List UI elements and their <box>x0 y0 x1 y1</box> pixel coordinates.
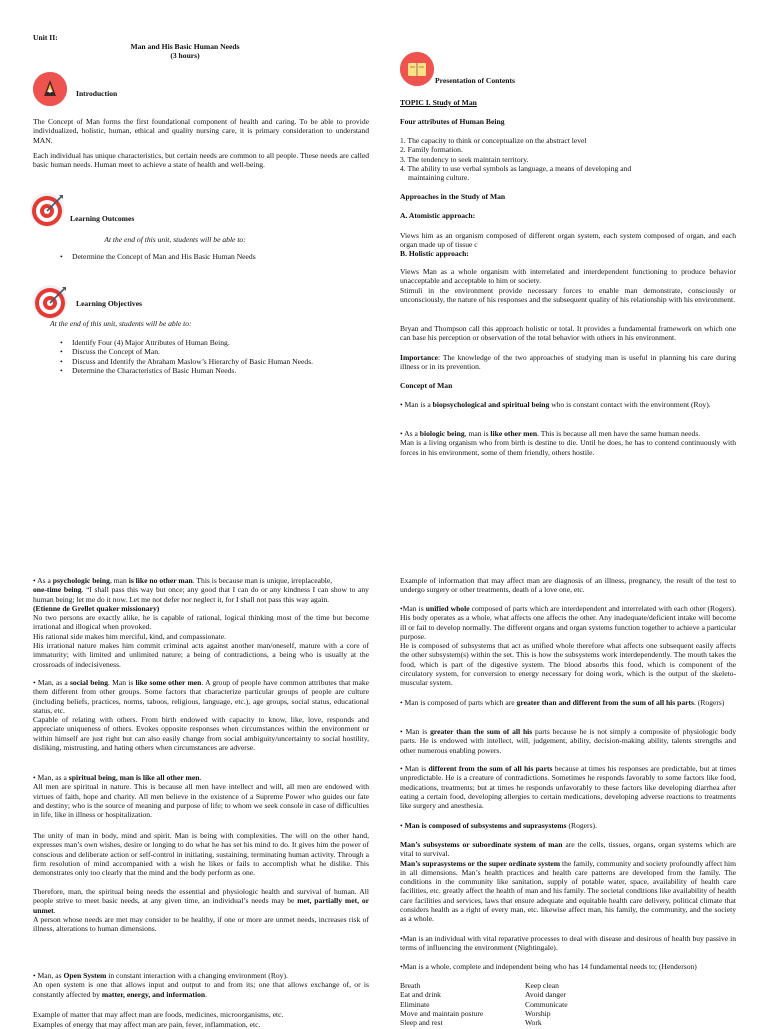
social-being-paragraph: • Man, as a social being. Man is like some other men. A group of people have common attributes that make them different from other groups. Some factors that characterize particular groups of people are culture (including beliefs, practices, norms, taboos, religious, language, etc.), age groups, social status, educational status, etc. Capable of relating with others. From birth endowed with capacity to know, like, love, responds and appreciate uniqueness of others. Evokes opposite responses when circumstances within the environment or within himself are just right but can also easily change from social ambiguity/uncertainty to social hostility, disliking, mistrusting, and hating others when circumstances are adverse. <box>33 678 369 753</box>
atomistic-text: Views him as an organism composed of different organ system, each system composed of organ, and each organ made up of tissue c <box>400 231 736 250</box>
intro-paragraph-1: The Concept of Man forms the first foundational component of health and caring. To be able to provide individualized, holistic, human, ethical and quality nursing care, it is primary consideration to understand MAN. <box>33 117 369 145</box>
greater-than-paragraph: • Man is greater than the sum of all his parts because he is not simply a composite of physiologic body parts. He is endowed with intellect, will, judgement, ability, decision-making ability, talents strengths and other numerous enabling powers. <box>400 727 737 755</box>
holistic-text: Views Man as a whole organism with interrelated and interdependent functioning to produce behavior unacceptable and acceptable to him or society. <box>400 267 736 286</box>
pen-icon <box>33 72 67 106</box>
objectives-lead: At the end of this unit, students will be able to: <box>50 319 192 328</box>
list-item: Eliminate <box>400 999 430 1009</box>
book-icon <box>400 52 434 86</box>
therefore-paragraph: Therefore, man, the spiritual being needs the essential and physiologic health and survival of human. All people strive to meet basic needs, at any given time, an individual’s needs may be met, partially met, or unmet. A person whose needs are met may consider to be healthy, if one or more are unmet needs, increases risk of illness, alterations to human dimensions. <box>33 887 370 934</box>
subsystems-heading: • Man is composed of subsystems and suprasystems (Rogers). <box>400 821 597 830</box>
stimuli-text: Stimuli in the environment provide necessary forces to enable man demonstrate, consciously or unconsciously, the nature of his responses and the subsequent quality of his relationship with his environment. <box>400 286 736 305</box>
list-item: • Discuss the Concept of Man. <box>60 347 370 356</box>
unit-label: Unit II: <box>33 33 58 42</box>
importance-text: Importance: The knowledge of the two approaches of studying man is useful in planning his care during illness or in its prevention. <box>400 353 736 372</box>
list-item: 3. The tendency to seek maintain territory. <box>400 154 529 164</box>
unified-whole-paragraph: •Man is unified whole composed of parts which are interdependent and interrelated with each other (Rogers). His body operates as a whole, what affects one affects the other. Any inadequate/deficient intake will become ill or fail to develop normally. The different organs and organ systems function together to achieve a particular purpose. He is composed of subsystems that act as unified whole therefore what affects one subsequent easily affects the other subsystem(s) within the set. This is how the subsystems work interdependently. The mouth takes the food, which is part of the digestive system. The blood absorbs this food, which is component of the circulatory system, for conversion to energy necessary for doing work, which is the output of the skeleto-muscular system. <box>400 604 737 688</box>
subsystems-paragraph: Man’s subsystems or subordinate system of man are the cells, tissues, organs, organ systems which are vital to survival. Man’s suprasystems or the super ordinate system the family, community and society profoundly affect him in all dimensions. Man’s health practices and health care patterns are developed from the family. The conditions in the community like sanitation, supply of potable water, space, availability of health care facilities, etc. greatly affect the health of man and his family. The societal conditions like availability of health care facilities and services, laws that ensure adequate and equitable health care delivery, political climate that considers health as a right of every man, etc. likewise affect man, his family, the community, and the society as a whole. <box>400 840 736 924</box>
atomistic-heading: A. Atomistic approach: <box>400 211 476 220</box>
duration-label: (3 hours) <box>170 51 200 60</box>
concept-point-1: • Man is a biopsychological and spiritual being who is constant contact with the environment (Roy). <box>400 400 711 409</box>
learning-objectives-heading: Learning Objectives <box>76 299 143 308</box>
approaches-heading: Approaches in the Study of Man <box>400 192 506 201</box>
list-item-continuation: maintaining culture. <box>408 173 470 183</box>
list-item: Sleep and rest <box>400 1018 443 1028</box>
fundamental-needs-list <box>400 981 645 1027</box>
open-system-paragraph: • Man, as Open System in constant interaction with a changing environment (Roy). An open system is one that allows input and output to and from its; one that allows exchange of, or is constantly affected by matter, energy, and information. <box>33 971 369 999</box>
henderson-paragraph: •Man is a whole, complete and independent being who has 14 fundamental needs to; (Henderson) <box>400 962 697 971</box>
objectives-list <box>60 338 370 375</box>
list-item: Avoid danger <box>525 990 566 1000</box>
list-item: Keep clean <box>525 981 559 990</box>
information-example: Example of information that may affect man are diagnosis of an illness, pregnancy, the result of the test to undergo surgery or other treatments, death of a love one, etc. <box>400 576 736 595</box>
target-icon <box>30 193 64 227</box>
list-item: Eat and drink <box>400 990 441 1000</box>
list-item: • Determine the Concept of Man and His Basic Human Needs <box>60 252 360 261</box>
list-item: • Discuss and Identify the Abraham Maslow’s Hierarchy of Basic Human Needs. <box>60 357 370 366</box>
holistic-heading: B. Holistic approach: <box>400 249 469 258</box>
psychologic-being-paragraph: • As a psychologic being, man is like no other man. This is because man is unique, irreplaceable, one-time being. “I shall pass this way but once; any good that I can do or any kindness I can show to any human being; let me do it now. Let me not defer nor neglect it, for I shall not pass this way again. (Etienne de Grellet quaker missionary) No two persons are exactly alike, he is capable of rational, logical thinking most of the time but become irrational and illogical when provoked. His rational side makes him merciful, kind, and compassionate. His irrational nature makes him commit criminal acts against another man/oneself, mature with a core of immaturity; with limited and unlimited nature; a being of contradictions, a being who is usually at the crossroads of indecisiveness. <box>33 576 369 669</box>
list-item: Move and maintain posture <box>400 1008 484 1018</box>
four-attributes-heading: Four attributes of Human Being <box>400 117 505 126</box>
outcomes-lead: At the end of this unit, students will be able to: <box>104 235 246 244</box>
page-title: Man and His Basic Human Needs <box>130 42 240 51</box>
matter-example: Example of matter that may affect man are foods, medicines, microorganisms, etc. <box>33 1010 284 1019</box>
list-item: Breath <box>400 981 421 990</box>
spiritual-being-paragraph: • Man, as a spiritual being, man is like all other men. All men are spiritual in nature. This is because all men have intellect and will, all men are endowed with virtues of faith, hope and charity. All men believe in the existence of a Supreme Power who guides our fate and destiny; who is the source of meaning and purpose of life; to whom we seek console in case of difficulties in life, like in illness or hospitalization. <box>33 773 369 820</box>
greater-different-paragraph: • Man is composed of parts which are greater than and different from the sum of all his parts. (Rogers) <box>400 698 725 707</box>
list-item: Work <box>525 1018 542 1028</box>
list-item: • Identify Four (4) Major Attributes of Human Being. <box>60 338 370 347</box>
different-from-paragraph: • Man is different from the sum of all his parts because at times his responses are predictable, but at times unpredictable. He is a creature of contradictions. Sometimes he responds favorably to some factors like food, medications, treatments; but at times he responds unfavorably to these factors like developing diarrhea after eating a certain food, developing allergies to certain medications, developing adverse reactions to treatments like surgery and anesthesia. <box>400 764 736 811</box>
bryan-thompson-text: Bryan and Thompson call this approach holistic or total. It provides a fundamental framework on which one can base his perception or observation of the total behavior with others in his environment. <box>400 324 736 343</box>
list-item: 1. The capacity to think or conceptualize on the abstract level <box>400 136 587 145</box>
concept-of-man-heading: Concept of Man <box>400 381 453 390</box>
introduction-heading: Introduction <box>76 89 118 98</box>
unity-paragraph: The unity of man in body, mind and spirit. Man is being with complexities. The will on the other hand, expresses man’s own wishes, desire or longing to do what he has set his mind to do. It gives him the power of conscious and deliberate action or self-control in initiating, sustaining, terminating human activity. Through a firm resolution of mind accompanied with a wish he likes or fails to accomplish what he dislike. This demonstrates only too clearly that the mind and the body perform as one. <box>33 831 369 878</box>
four-attributes-list <box>400 136 736 182</box>
intro-paragraph-2: Each individual has unique characteristics, but certain needs are common to all people. These needs are called basic human needs. Human meet to achieve a state of health and well-being. <box>33 151 369 170</box>
list-item: Worship <box>525 1008 551 1018</box>
target-icon <box>33 285 67 319</box>
nightingale-paragraph: •Man is an individual with vital reparative processes to deal with disease and desirous of health buy passive in terms of influencing the environment (Nightingale). <box>400 934 736 953</box>
list-item: • Determine the Characteristics of Basic Human Needs. <box>60 366 370 375</box>
list-item: 4. The ability to use verbal symbols as language, a means of developing and <box>400 163 632 173</box>
presentation-heading: Presentation of Contents <box>435 76 516 85</box>
energy-example: Examples of energy that may affect man are pain, fever, inflammation, etc. <box>33 1020 261 1029</box>
outcomes-list <box>60 252 360 261</box>
topic-heading: TOPIC I. Study of Man <box>400 98 477 107</box>
concept-point-2: • As a biologic being, man is like other men. This is because all men have the same human needs. Man is a living organism who from birth is destine to die. Until he does, he has to contend continuously with forces in his environment, some of them friendly, others hostile. <box>400 429 736 457</box>
learning-outcomes-heading: Learning Outcomes <box>70 214 135 223</box>
list-item: 2. Family formation. <box>400 145 463 155</box>
list-item: Communicate <box>525 999 568 1009</box>
